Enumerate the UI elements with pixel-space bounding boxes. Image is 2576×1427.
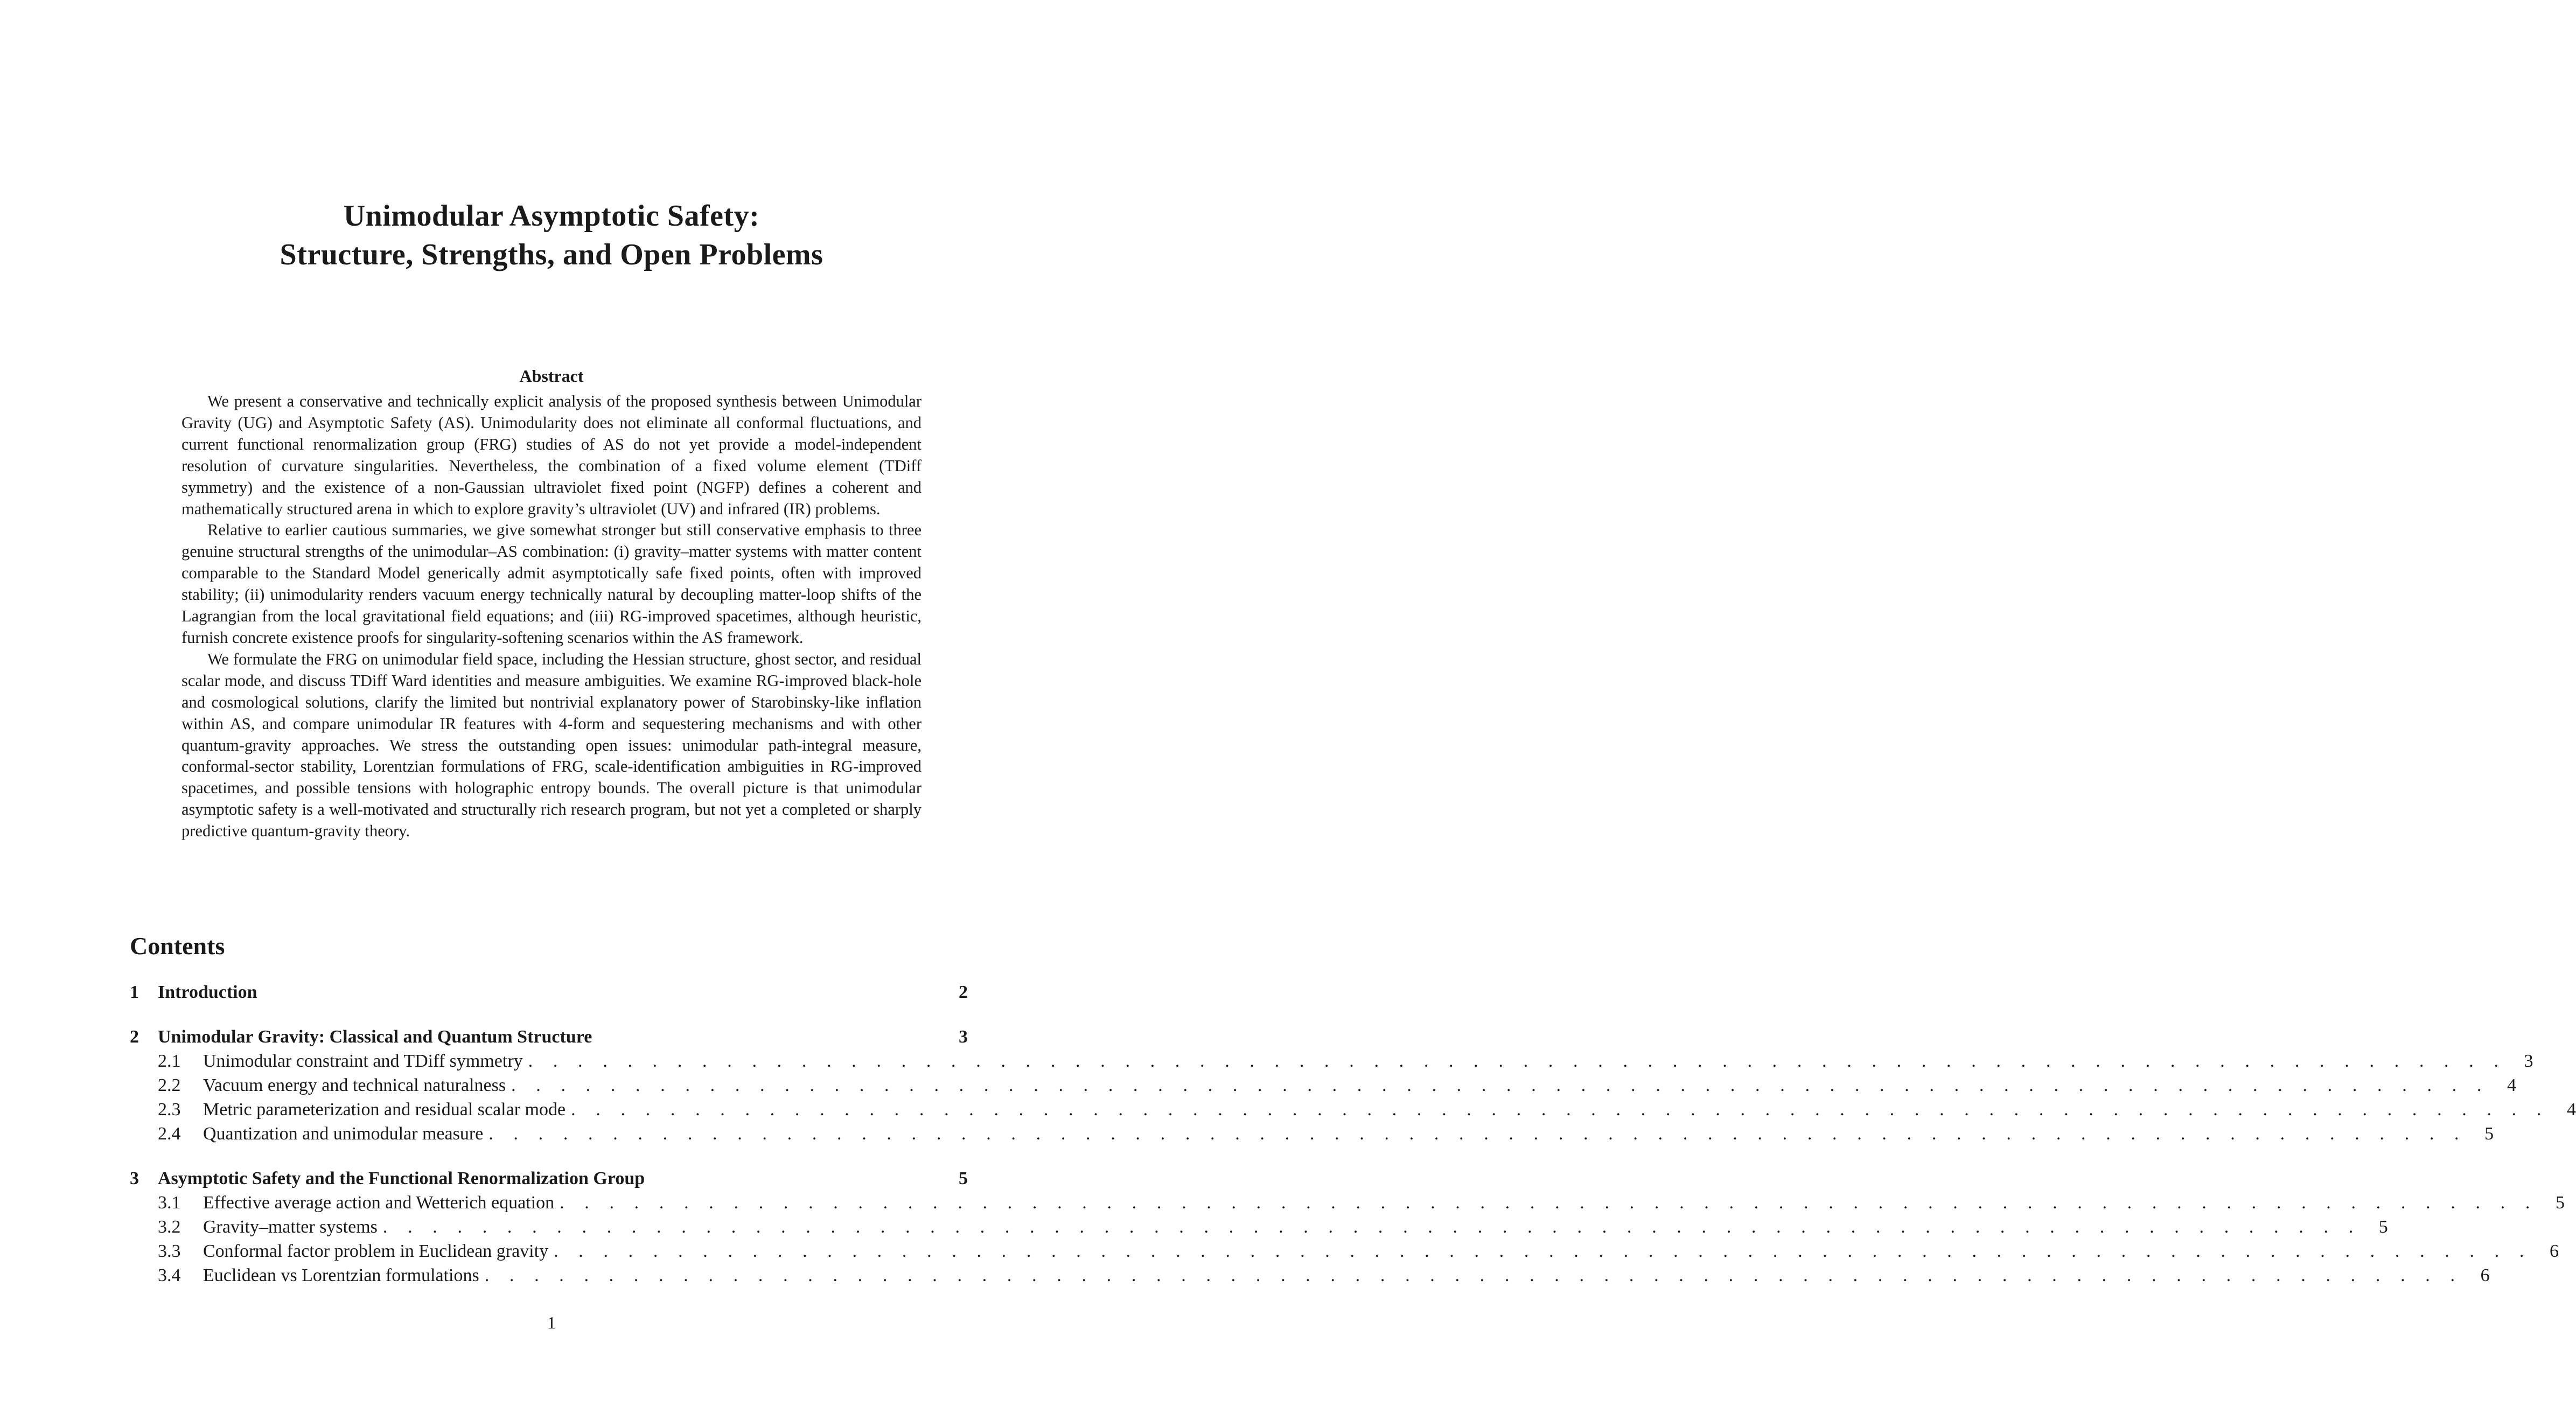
toc-subentry-title: Quantization and unimodular measure — [203, 1124, 484, 1144]
toc-dot-leader: . . . . . . . . . . . . . . . . . . . . . . . . . . . . . . . . . . . . . . . . . . . . . . . . . . . . . . . . . . . . . . . . . . . . . . . . . . . . . . . . — [382, 1217, 2361, 1237]
toc-subentry-page: 4 — [2507, 1075, 2516, 1095]
toc-entry[interactable] — [130, 980, 968, 1004]
toc-subentry[interactable] — [130, 1191, 2565, 1215]
toc-dot-leader: . . . . . . . . . . . . . . . . . . . . . . . . . . . . . . . . . . . . . . . . . . . . . . . . . . . . . . . . . . . . . . . . . . . . . . . . . . . . . . . . — [571, 1100, 2549, 1120]
toc-entry[interactable] — [130, 1166, 968, 1191]
toc-entry-page: 5 — [959, 1169, 968, 1188]
toc-subentry-page: 5 — [2484, 1124, 2494, 1144]
toc-subentry-number: 2.1 — [158, 1051, 181, 1071]
toc-subentry[interactable] — [130, 1122, 2494, 1146]
toc-subentry-page: 4 — [2566, 1100, 2576, 1120]
toc-subentry-title: Unimodular constraint and TDiff symmetry — [203, 1051, 523, 1071]
toc-subentry-number: 2.2 — [158, 1075, 181, 1095]
contents-heading: Contents — [130, 932, 225, 960]
toc-subentry-title: Effective average action and Wetterich equation — [203, 1193, 555, 1213]
toc-dot-leader: . . . . . . . . . . . . . . . . . . . . . . . . . . . . . . . . . . . . . . . . . . . . . . . . . . . . . . . . . . . . . . . . . . . . . . . . . . . . . . . . — [488, 1124, 2467, 1144]
toc-subentry-title: Euclidean vs Lorentzian formulations — [203, 1265, 479, 1285]
toc-dot-leader: . . . . . . . . . . . . . . . . . . . . . . . . . . . . . . . . . . . . . . . . . . . . . . . . . . . . . . . . . . . . . . . . . . . . . . . . . . . . . . . . — [554, 1241, 2532, 1261]
toc-subentry-number: 3.1 — [158, 1193, 181, 1213]
toc-entry-title: Unimodular Gravity: Classical and Quantum Structure — [158, 1027, 592, 1047]
toc-entry-page: 3 — [959, 1027, 968, 1047]
title-line-2: Structure, Strengths, and Open Problems — [280, 238, 823, 271]
toc-subentry[interactable] — [130, 1073, 2516, 1097]
toc-subentry-number: 3.2 — [158, 1217, 181, 1237]
toc-subentry[interactable] — [130, 1097, 2576, 1122]
toc-subentry-number: 3.4 — [158, 1265, 181, 1285]
toc-subentry-page: 6 — [2480, 1265, 2490, 1285]
table-of-contents — [130, 980, 2576, 1308]
toc-subentry-number: 2.3 — [158, 1100, 181, 1120]
page-number: 1 — [547, 1313, 556, 1332]
toc-dot-leader: . . . . . . . . . . . . . . . . . . . . . . . . . . . . . . . . . . . . . . . . . . . . . . . . . . . . . . . . . . . . . . . . . . . . . . . . . . . . . . . . — [560, 1193, 2538, 1213]
toc-subentry[interactable] — [130, 1263, 2490, 1288]
toc-subentry-title: Conformal factor problem in Euclidean gravity — [203, 1241, 549, 1261]
toc-subentry-page: 5 — [2378, 1217, 2388, 1237]
toc-dot-leader: . . . . . . . . . . . . . . . . . . . . . . . . . . . . . . . . . . . . . . . . . . . . . . . . . . . . . . . . . . . . . . . . . . . . . . . . . . . . . . . . — [484, 1265, 2463, 1285]
toc-subentry[interactable] — [130, 1239, 2559, 1263]
toc-entry[interactable] — [130, 1025, 968, 1049]
toc-section — [130, 1166, 2565, 1288]
abstract-body — [181, 391, 922, 842]
toc-entry-title: Introduction — [158, 982, 257, 1002]
toc-subentry-number: 2.4 — [158, 1124, 181, 1144]
toc-entry-page: 2 — [959, 982, 968, 1002]
abstract-paragraph-2: Relative to earlier cautious summaries, we give somewhat stronger but still conservative emphasis to three genuine structural strengths of the unimodular–AS combination: (i) gravity–matter systems with matter content comparable to the Standard Model generically admit asymptotically safe fixed points, often with improved stability; (ii) unimodularity renders vacuum energy technically natural by decoupling matter-loop shifts of the Lagrangian from the local gravitational field equations; and (iii) RG-improved spacetimes, although heuristic, furnish concrete existence proofs for singularity-softening scenarios within the AS framework. — [181, 521, 922, 647]
toc-subentry-title: Gravity–matter systems — [203, 1217, 378, 1237]
toc-dot-leader: . . . . . . . . . . . . . . . . . . . . . . . . . . . . . . . . . . . . . . . . . . . . . . . . . . . . . . . . . . . . . . . . . . . . . . . . . . . . . . . . — [528, 1051, 2507, 1071]
title-line-1: Unimodular Asymptotic Safety: — [343, 199, 760, 233]
toc-subentry-title: Metric parameterization and residual scalar mode — [203, 1100, 566, 1120]
toc-subentry-page: 6 — [2549, 1241, 2559, 1261]
toc-section — [130, 980, 968, 1004]
abstract-heading: Abstract — [519, 366, 584, 386]
toc-subentry-number: 3.3 — [158, 1241, 181, 1261]
toc-subentry-title: Vacuum energy and technical naturalness — [203, 1075, 506, 1095]
abstract-paragraph-3: We formulate the FRG on unimodular field space, including the Hessian structure, ghost sector, and residual scalar mode, and discuss TDiff Ward identities and measure ambiguities. We examine RG-improved black-hole and cosmological solutions, clarify the limited but nontrivial explanatory power of Starobinsky-like inflation within AS, and compare unimodular IR features with 4-form and sequestering mechanisms and with other quantum-gravity approaches. We stress the outstanding open issues: unimodular path-integral measure, conformal-sector stability, Lorentzian formulations of FRG, scale-identification ambiguities in RG-improved spacetimes, and possible tensions with holographic entropy bounds. The overall picture is that unimodular asymptotic safety is a well-motivated and structurally rich research program, but not yet a completed or sharply predictive quantum-gravity theory. — [181, 649, 922, 841]
toc-dot-leader: . . . . . . . . . . . . . . . . . . . . . . . . . . . . . . . . . . . . . . . . . . . . . . . . . . . . . . . . . . . . . . . . . . . . . . . . . . . . . . . . — [511, 1075, 2489, 1095]
toc-entry-number: 1 — [130, 982, 139, 1002]
toc-section — [130, 1025, 2576, 1146]
toc-subentry[interactable] — [130, 1215, 2388, 1239]
paper-title — [0, 197, 1103, 274]
toc-subentry[interactable] — [130, 1049, 2533, 1073]
toc-entry-number: 3 — [130, 1169, 139, 1188]
toc-subentry-page: 3 — [2524, 1051, 2533, 1071]
toc-entry-title: Asymptotic Safety and the Functional Renormalization Group — [158, 1169, 645, 1188]
abstract-paragraph-1: We present a conservative and technically explicit analysis of the proposed synthesis between Unimodular Gravity (UG) and Asymptotic Safety (AS). Unimodularity does not eliminate all conformal fluctuations, and current functional renormalization group (FRG) studies of AS do not yet provide a model-independent resolution of curvature singularities. Nevertheless, the combination of a fixed volume element (TDiff symmetry) and the existence of a non-Gaussian ultraviolet fixed point (NGFP) defines a coherent and mathematically structured arena in which to explore gravity’s ultraviolet (UV) and infrared (IR) problems. — [181, 392, 922, 518]
toc-subentry-page: 5 — [2555, 1193, 2565, 1213]
toc-entry-number: 2 — [130, 1027, 139, 1047]
